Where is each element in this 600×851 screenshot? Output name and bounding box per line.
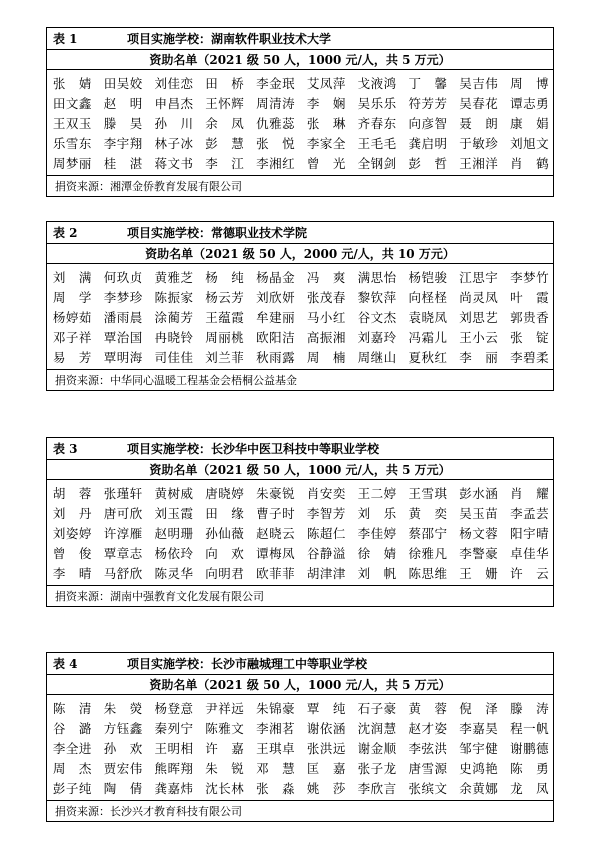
student-name: 陶 倩	[103, 781, 143, 796]
school-name: 项目实施学校：湖南软件职业技术大学	[127, 32, 332, 46]
donor-source: 捐资来源：中华同心温暖工程基金会梧桐公益基金	[55, 374, 297, 387]
name-list	[47, 70, 553, 176]
name-row	[47, 93, 553, 113]
student-name: 朱 熒	[103, 701, 143, 716]
student-name: 田 桥	[205, 76, 245, 91]
student-name: 陈思维	[408, 566, 448, 581]
student-name: 黄树威	[154, 486, 194, 501]
student-name: 符芳芳	[408, 96, 448, 111]
student-name: 张 淼	[256, 781, 296, 796]
student-name: 谭梅凤	[256, 546, 296, 561]
student-name: 潘雨晨	[103, 310, 143, 325]
student-name: 杨婷茹	[52, 310, 92, 325]
school-name: 项目实施学校：长沙市融城理工中等职业学校	[127, 657, 368, 671]
student-name: 王雪琪	[408, 486, 448, 501]
name-row	[47, 327, 553, 347]
student-name: 秦列宁	[154, 721, 194, 736]
table-4	[46, 652, 554, 822]
student-name: 向柽柽	[408, 290, 448, 305]
student-name: 余 凤	[205, 116, 245, 131]
table-label: 表 3	[53, 442, 78, 456]
student-name: 李嘉昊	[459, 721, 499, 736]
student-name: 龚嘉炜	[154, 781, 194, 796]
student-name: 孙 欢	[103, 741, 143, 756]
student-name: 李 江	[205, 156, 245, 171]
student-name: 田文鑫	[52, 96, 92, 111]
student-name: 刘 丹	[52, 506, 92, 521]
student-name: 彭 慧	[205, 136, 245, 151]
student-name: 阳宇晴	[510, 526, 550, 541]
student-name: 李智芳	[306, 506, 346, 521]
student-name: 江思宇	[459, 270, 499, 285]
funding-summary: 资助名单（2021 级 50 人，2000 元/人，共 10 万元）	[47, 244, 553, 264]
student-name: 吴春花	[459, 96, 499, 111]
student-name: 尹祥远	[205, 701, 245, 716]
student-name: 余黄娜	[459, 781, 499, 796]
student-name: 刘佳恋	[154, 76, 194, 91]
table-label: 表 4	[53, 657, 78, 671]
student-name: 彭子纯	[52, 781, 92, 796]
student-name: 杨云芳	[205, 290, 245, 305]
student-name: 叶 霞	[510, 290, 550, 305]
student-name: 丁 馨	[408, 76, 448, 91]
student-name: 王二婷	[357, 486, 397, 501]
student-name: 谷文杰	[357, 310, 397, 325]
student-name: 王双玉	[52, 116, 92, 131]
name-row	[47, 738, 553, 758]
student-name: 周丽桃	[205, 330, 245, 345]
student-name: 赵 明	[103, 96, 143, 111]
student-name: 黄 奕	[408, 506, 448, 521]
student-name: 涂蔺芳	[154, 310, 194, 325]
student-name: 孙 川	[154, 116, 194, 131]
student-name: 张子龙	[357, 761, 397, 776]
student-name: 陈振家	[154, 290, 194, 305]
student-name: 倪 泽	[459, 701, 499, 716]
student-name: 全钢剑	[357, 156, 397, 171]
student-name: 向彦智	[408, 116, 448, 131]
student-name: 李碧柔	[510, 350, 550, 365]
student-name: 唐可欣	[103, 506, 143, 521]
student-name: 覃 纯	[306, 701, 346, 716]
student-name: 欧阳洁	[256, 330, 296, 345]
student-name: 唐雪源	[408, 761, 448, 776]
student-name: 唐晓婷	[205, 486, 245, 501]
student-name: 许 嘉	[205, 741, 245, 756]
student-name: 赵晓云	[256, 526, 296, 541]
student-name: 齐春东	[357, 116, 397, 131]
student-name: 聂 朗	[459, 116, 499, 131]
student-name: 赵才姿	[408, 721, 448, 736]
student-name: 刘欣妍	[256, 290, 296, 305]
student-name: 李警豪	[459, 546, 499, 561]
student-name: 陈灵华	[154, 566, 194, 581]
student-name: 李弦洪	[408, 741, 448, 756]
student-name: 冯 爽	[306, 270, 346, 285]
student-name: 陈 清	[52, 701, 92, 716]
student-name: 杨铠骏	[408, 270, 448, 285]
student-name: 刘思艺	[459, 310, 499, 325]
student-name: 刘兰菲	[205, 350, 245, 365]
student-name: 乐雪东	[52, 136, 92, 151]
student-name: 李湘红	[256, 156, 296, 171]
student-name: 吴玉苗	[459, 506, 499, 521]
funding-summary: 资助名单（2021 级 50 人，1000 元/人，共 5 万元）	[47, 460, 553, 480]
student-name: 孙仙薇	[205, 526, 245, 541]
student-name: 李 娴	[306, 96, 346, 111]
student-name: 程一帆	[510, 721, 550, 736]
student-name: 夏秋红	[408, 350, 448, 365]
name-row	[47, 698, 553, 718]
student-name: 曹子时	[256, 506, 296, 521]
student-name: 李梦竹	[510, 270, 550, 285]
student-name: 曾 光	[306, 156, 346, 171]
student-name: 杨登意	[154, 701, 194, 716]
student-name: 张 悦	[256, 136, 296, 151]
name-row	[47, 563, 553, 583]
student-name: 吴吉伟	[459, 76, 499, 91]
student-name: 康 娟	[510, 116, 550, 131]
funding-summary: 资助名单（2021 级 50 人，1000 元/人，共 5 万元）	[47, 675, 553, 695]
name-row	[47, 307, 553, 327]
student-name: 刘 帆	[357, 566, 397, 581]
student-name: 彭 哲	[408, 156, 448, 171]
student-name: 陈 勇	[510, 761, 550, 776]
student-name: 杨依玲	[154, 546, 194, 561]
student-name: 朱豪锐	[256, 486, 296, 501]
student-name: 杨 纯	[205, 270, 245, 285]
student-name: 李 丽	[459, 350, 499, 365]
table-label: 表 1	[53, 32, 78, 46]
student-name: 肖 鹤	[510, 156, 550, 171]
student-name: 袁晓凤	[408, 310, 448, 325]
student-name: 艾凤萍	[306, 76, 346, 91]
student-name: 秋雨露	[256, 350, 296, 365]
student-name: 满思怡	[357, 270, 397, 285]
student-name: 龚启明	[408, 136, 448, 151]
student-name: 吴乐乐	[357, 96, 397, 111]
student-name: 肖安奕	[306, 486, 346, 501]
student-name: 覃章志	[103, 546, 143, 561]
student-name: 李欣言	[357, 781, 397, 796]
student-name: 蒋文书	[154, 156, 194, 171]
student-name: 王毛毛	[357, 136, 397, 151]
student-name: 张 锭	[510, 330, 550, 345]
name-list	[47, 264, 553, 370]
table-3	[46, 437, 554, 607]
student-name: 王怀辉	[205, 96, 245, 111]
student-name: 徐雅凡	[408, 546, 448, 561]
table-2	[46, 221, 554, 391]
student-name: 林子冰	[154, 136, 194, 151]
student-name: 杨晶金	[256, 270, 296, 285]
student-name: 陈超仁	[306, 526, 346, 541]
name-row	[47, 153, 553, 173]
student-name: 马舒欣	[103, 566, 143, 581]
student-name: 覃治国	[103, 330, 143, 345]
student-name: 马小红	[306, 310, 346, 325]
donor-source: 捐资来源：湘潭金侨教育发展有限公司	[55, 180, 242, 193]
student-name: 朱锦豪	[256, 701, 296, 716]
name-row	[47, 347, 553, 367]
student-name: 张缤文	[408, 781, 448, 796]
student-name: 周 杰	[52, 761, 92, 776]
student-name: 龙 凤	[510, 781, 550, 796]
student-name: 欧菲菲	[256, 566, 296, 581]
table-header	[47, 653, 553, 675]
student-name: 胡 蓉	[52, 486, 92, 501]
student-name: 于敏珍	[459, 136, 499, 151]
student-name: 许 云	[510, 566, 550, 581]
student-name: 黄雅芝	[154, 270, 194, 285]
student-name: 卓佳华	[510, 546, 550, 561]
student-name: 高振湘	[306, 330, 346, 345]
student-name: 田吴姣	[103, 76, 143, 91]
student-name: 谢依涵	[306, 721, 346, 736]
donor-source: 捐资来源：湖南中强教育文化发展有限公司	[55, 590, 264, 603]
student-name: 谢金顺	[357, 741, 397, 756]
name-row	[47, 113, 553, 133]
student-name: 司佳佳	[154, 350, 194, 365]
student-name: 滕 涛	[510, 701, 550, 716]
student-name: 刘嘉玲	[357, 330, 397, 345]
name-row	[47, 718, 553, 738]
student-name: 刘 满	[52, 270, 92, 285]
student-name: 刘玉霞	[154, 506, 194, 521]
student-name: 覃明海	[103, 350, 143, 365]
student-name: 冯霜儿	[408, 330, 448, 345]
student-name: 李宇翔	[103, 136, 143, 151]
student-name: 向明君	[205, 566, 245, 581]
name-row	[47, 287, 553, 307]
student-name: 王琪卓	[256, 741, 296, 756]
name-row	[47, 543, 553, 563]
student-name: 易 芳	[52, 350, 92, 365]
student-name: 李孟芸	[510, 506, 550, 521]
student-name: 杨文蓉	[459, 526, 499, 541]
student-name: 谷静溢	[306, 546, 346, 561]
student-name: 周 博	[510, 76, 550, 91]
name-list	[47, 695, 553, 801]
student-name: 谢鹏德	[510, 741, 550, 756]
student-name: 周梦丽	[52, 156, 92, 171]
student-name: 贾宏伟	[103, 761, 143, 776]
student-name: 蔡邵宁	[408, 526, 448, 541]
student-name: 张瑾轩	[103, 486, 143, 501]
student-name: 黄 蓉	[408, 701, 448, 716]
student-name: 周清涛	[256, 96, 296, 111]
donor-source: 捐资来源：长沙兴才教育科技有限公司	[55, 805, 242, 818]
student-name: 戈液鸿	[357, 76, 397, 91]
student-name: 邓子祥	[52, 330, 92, 345]
student-name: 邹宇健	[459, 741, 499, 756]
student-name: 王小云	[459, 330, 499, 345]
table-1	[46, 27, 554, 197]
student-name: 周 楠	[306, 350, 346, 365]
table-label: 表 2	[53, 226, 78, 240]
student-name: 黎钦萍	[357, 290, 397, 305]
student-name: 李全进	[52, 741, 92, 756]
student-name: 李佳婷	[357, 526, 397, 541]
student-name: 向 欢	[205, 546, 245, 561]
student-name: 刘姿婷	[52, 526, 92, 541]
student-name: 刘旭文	[510, 136, 550, 151]
student-name: 李金珉	[256, 76, 296, 91]
name-row	[47, 73, 553, 93]
name-row	[47, 503, 553, 523]
name-row	[47, 758, 553, 778]
student-name: 肖 耀	[510, 486, 550, 501]
student-name: 谷 潞	[52, 721, 92, 736]
school-name: 项目实施学校：常德职业技术学院	[127, 226, 308, 240]
student-name: 田 缘	[205, 506, 245, 521]
student-name: 徐 婧	[357, 546, 397, 561]
student-name: 周继山	[357, 350, 397, 365]
student-name: 邓 慧	[256, 761, 296, 776]
student-name: 许淳雁	[103, 526, 143, 541]
student-name: 申昌杰	[154, 96, 194, 111]
funding-summary: 资助名单（2021 级 50 人，1000 元/人，共 5 万元）	[47, 50, 553, 70]
name-row	[47, 523, 553, 543]
student-name: 张 琳	[306, 116, 346, 131]
student-name: 王明相	[154, 741, 194, 756]
student-name: 朱 锐	[205, 761, 245, 776]
student-name: 匡 嘉	[306, 761, 346, 776]
student-name: 何玖贞	[103, 270, 143, 285]
student-name: 王湘洋	[459, 156, 499, 171]
name-list	[47, 480, 553, 586]
student-name: 仇雅蕊	[256, 116, 296, 131]
school-name: 项目实施学校：长沙华中医卫科技中等职业学校	[127, 442, 380, 456]
student-name: 彭水涵	[459, 486, 499, 501]
student-name: 李家全	[306, 136, 346, 151]
student-name: 曾 俊	[52, 546, 92, 561]
student-name: 张洪远	[306, 741, 346, 756]
student-name: 滕 昊	[103, 116, 143, 131]
student-name: 刘 乐	[357, 506, 397, 521]
student-name: 方钰鑫	[103, 721, 143, 736]
student-name: 姚 莎	[306, 781, 346, 796]
student-name: 桂 湛	[103, 156, 143, 171]
name-row	[47, 483, 553, 503]
student-name: 王 姗	[459, 566, 499, 581]
student-name: 张茂春	[306, 290, 346, 305]
student-name: 李 晴	[52, 566, 92, 581]
student-name: 张 婧	[52, 76, 92, 91]
student-name: 冉晓铃	[154, 330, 194, 345]
name-row	[47, 267, 553, 287]
student-name: 周 学	[52, 290, 92, 305]
student-name: 郭贵香	[510, 310, 550, 325]
student-name: 李湘茗	[256, 721, 296, 736]
table-header	[47, 222, 553, 244]
student-name: 沈长林	[205, 781, 245, 796]
student-name: 陈雅文	[205, 721, 245, 736]
student-name: 牟建丽	[256, 310, 296, 325]
student-name: 史鸿艳	[459, 761, 499, 776]
student-name: 李梦珍	[103, 290, 143, 305]
student-name: 石子豪	[357, 701, 397, 716]
student-name: 王蕴霞	[205, 310, 245, 325]
student-name: 尚灵凤	[459, 290, 499, 305]
student-name: 胡津津	[306, 566, 346, 581]
table-header	[47, 438, 553, 460]
student-name: 熊晖翔	[154, 761, 194, 776]
student-name: 谭志勇	[510, 96, 550, 111]
name-row	[47, 133, 553, 153]
student-name: 沈润慧	[357, 721, 397, 736]
student-name: 赵明珊	[154, 526, 194, 541]
table-header	[47, 28, 553, 50]
name-row	[47, 778, 553, 798]
